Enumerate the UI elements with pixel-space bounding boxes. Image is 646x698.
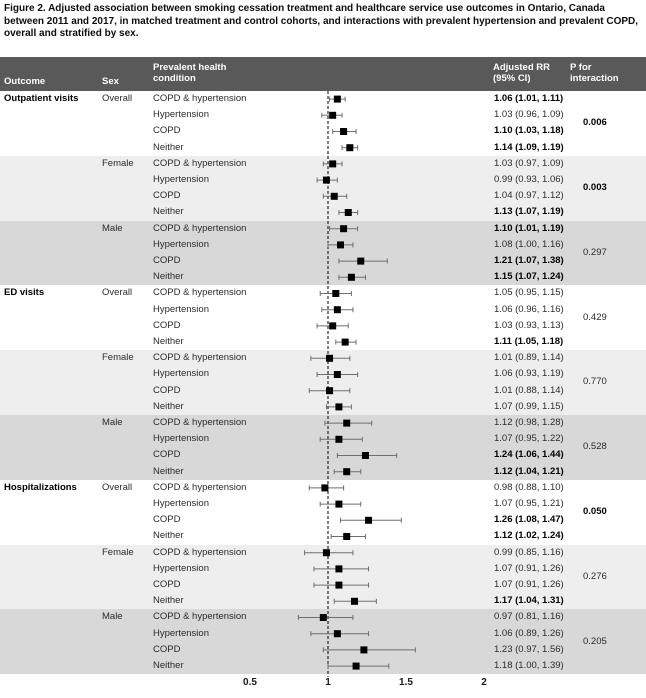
rr-value: 1.07 (0.95, 1.22)	[494, 433, 564, 445]
outcome-label: Outpatient visits	[4, 93, 79, 104]
x-axis-tick-label: 1.5	[399, 677, 413, 688]
rr-value: 1.26 (1.08, 1.47)	[494, 514, 564, 526]
column-header-outcome: Outcome	[4, 76, 46, 87]
condition-label: Hypertension	[153, 109, 209, 121]
condition-label: Neither	[153, 400, 184, 412]
condition-label: Hypertension	[153, 562, 209, 574]
condition-label: Neither	[153, 206, 184, 218]
p-interaction-value: 0.429	[583, 311, 607, 323]
rr-value: 1.06 (0.96, 1.16)	[494, 303, 564, 315]
rr-value: 0.98 (0.88, 1.10)	[494, 481, 564, 493]
condition-label: COPD & hypertension	[153, 611, 247, 623]
condition-label: COPD	[153, 514, 181, 526]
condition-label: Neither	[153, 595, 184, 607]
group-outpatient-visits-overall	[0, 91, 646, 156]
condition-label: COPD & hypertension	[153, 157, 247, 169]
rr-value: 1.07 (0.99, 1.15)	[494, 400, 564, 412]
condition-label: Neither	[153, 335, 184, 347]
rr-value: 1.18 (1.00, 1.39)	[494, 659, 564, 671]
rr-value: 1.11 (1.05, 1.18)	[494, 335, 564, 347]
rr-value: 1.23 (0.97, 1.56)	[494, 643, 564, 655]
sex-label: Female	[102, 546, 134, 558]
rr-value: 1.13 (1.07, 1.19)	[494, 206, 564, 218]
rr-value: 1.24 (1.06, 1.44)	[494, 449, 564, 461]
condition-label: COPD	[153, 643, 181, 655]
rr-value: 1.03 (0.96, 1.09)	[494, 109, 564, 121]
rr-value: 1.07 (0.91, 1.26)	[494, 578, 564, 590]
rr-value: 1.14 (1.09, 1.19)	[494, 141, 564, 153]
condition-label: COPD	[153, 578, 181, 590]
p-interaction-value: 0.297	[583, 246, 607, 258]
rr-value: 1.06 (0.89, 1.26)	[494, 627, 564, 639]
p-interaction-value: 0.276	[583, 570, 607, 582]
condition-label: Neither	[153, 659, 184, 671]
condition-label: COPD & hypertension	[153, 546, 247, 558]
rr-value: 1.15 (1.07, 1.24)	[494, 271, 564, 283]
rr-value: 1.03 (0.97, 1.09)	[494, 157, 564, 169]
rr-value: 1.08 (1.00, 1.16)	[494, 238, 564, 250]
condition-label: COPD	[153, 449, 181, 461]
group-hospitalizations-male	[0, 609, 646, 674]
condition-label: Hypertension	[153, 368, 209, 380]
outcome-label: Hospitalizations	[4, 481, 77, 493]
rr-value: 0.99 (0.85, 1.16)	[494, 546, 564, 558]
condition-label: COPD & hypertension	[153, 481, 247, 493]
condition-label: COPD	[153, 125, 181, 137]
group-hospitalizations-overall	[0, 480, 646, 545]
rr-value: 1.12 (0.98, 1.28)	[494, 417, 564, 428]
rr-value: 1.01 (0.88, 1.14)	[494, 384, 564, 396]
sex-label: Overall	[102, 93, 133, 104]
sex-label: Female	[102, 352, 134, 364]
rr-value: 1.06 (1.01, 1.11)	[494, 93, 564, 104]
rr-value: 1.21 (1.07, 1.38)	[494, 254, 564, 266]
condition-label: COPD	[153, 254, 181, 266]
condition-label: COPD & hypertension	[153, 93, 247, 104]
column-header-adjusted-rr: Adjusted RR (95% CI)	[493, 62, 550, 84]
rr-value: 1.01 (0.89, 1.14)	[494, 352, 564, 364]
p-interaction-value: 0.050	[583, 506, 607, 518]
group-outpatient-visits-female	[0, 156, 646, 221]
p-interaction-value: 0.205	[583, 635, 607, 647]
column-header-sex: Sex	[102, 76, 119, 87]
condition-label: COPD & hypertension	[153, 417, 247, 428]
x-axis-tick-label: 0.5	[243, 677, 257, 688]
condition-label: Hypertension	[153, 303, 209, 315]
column-header-p-interaction: P for interaction	[570, 62, 619, 84]
condition-label: COPD	[153, 190, 181, 202]
rr-value: 1.10 (1.01, 1.19)	[494, 222, 564, 234]
p-interaction-value: 0.006	[583, 117, 607, 129]
table-header	[0, 57, 646, 91]
rr-value: 1.05 (0.95, 1.15)	[494, 287, 564, 299]
rr-value: 1.03 (0.93, 1.13)	[494, 319, 564, 331]
rr-value: 1.12 (1.02, 1.24)	[494, 530, 564, 542]
p-interaction-value: 0.528	[583, 441, 607, 453]
group-hospitalizations-female	[0, 545, 646, 610]
rr-value: 1.04 (0.97, 1.12)	[494, 190, 564, 202]
rr-value: 1.06 (0.93, 1.19)	[494, 368, 564, 380]
p-interaction-value: 0.770	[583, 376, 607, 388]
p-interaction-value: 0.003	[583, 182, 607, 194]
figure-caption: Figure 2. Adjusted association between smoking cessation treatment and healthcare service use outcomes in Ontario, Canada between 2011 and 2017, in matched treatment and control cohorts, and interactions with prevalent hypertension and prevalent COPD, overall and stratified by sex.	[4, 3, 639, 39]
condition-label: COPD & hypertension	[153, 352, 247, 364]
rr-value: 1.17 (1.04, 1.31)	[494, 595, 564, 607]
outcome-label: ED visits	[4, 287, 45, 299]
condition-label: Neither	[153, 530, 184, 542]
x-axis-tick-label: 1	[325, 677, 331, 688]
column-header-condition: Prevalent health condition	[153, 62, 227, 84]
sex-label: Male	[102, 222, 123, 234]
condition-label: COPD	[153, 384, 181, 396]
condition-label: COPD & hypertension	[153, 222, 247, 234]
condition-label: Hypertension	[153, 433, 209, 445]
sex-label: Female	[102, 157, 134, 169]
group-outpatient-visits-male	[0, 221, 646, 286]
group-ed-visits-male	[0, 415, 646, 480]
rr-value: 1.10 (1.03, 1.18)	[494, 125, 564, 137]
rr-value: 0.99 (0.93, 1.06)	[494, 173, 564, 185]
condition-label: COPD & hypertension	[153, 287, 247, 299]
rr-value: 1.07 (0.91, 1.26)	[494, 562, 564, 574]
group-ed-visits-female	[0, 350, 646, 415]
condition-label: Neither	[153, 465, 184, 477]
group-ed-visits-overall	[0, 285, 646, 350]
sex-label: Male	[102, 417, 123, 428]
condition-label: Neither	[153, 271, 184, 283]
forest-table-body	[0, 91, 646, 675]
sex-label: Male	[102, 611, 123, 623]
condition-label: Hypertension	[153, 627, 209, 639]
condition-label: COPD	[153, 319, 181, 331]
rr-value: 1.12 (1.04, 1.21)	[494, 465, 564, 477]
x-axis-tick-label: 2	[481, 677, 487, 688]
condition-label: Hypertension	[153, 238, 209, 250]
condition-label: Hypertension	[153, 497, 209, 509]
sex-label: Overall	[102, 481, 133, 493]
condition-label: Hypertension	[153, 173, 209, 185]
sex-label: Overall	[102, 287, 133, 299]
condition-label: Neither	[153, 141, 184, 153]
rr-value: 1.07 (0.95, 1.21)	[494, 497, 564, 509]
rr-value: 0.97 (0.81, 1.16)	[494, 611, 564, 623]
